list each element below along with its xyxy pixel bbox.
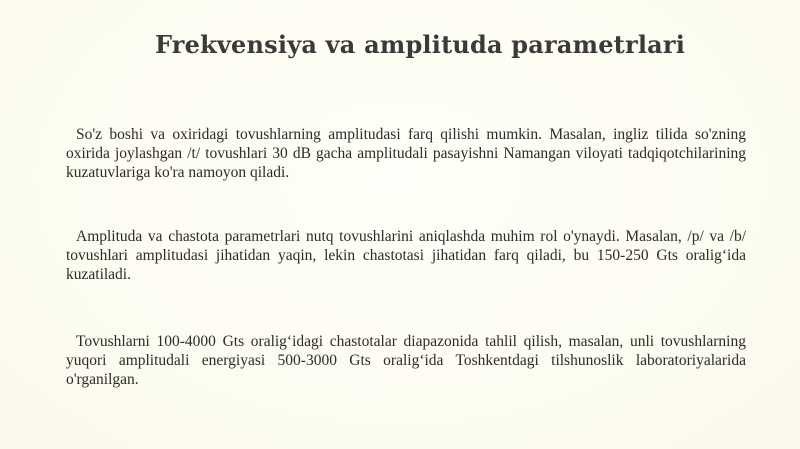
paragraph-3: Tovushlarni 100-4000 Gts oralig‘idagi chastotalar diapazonida tahlil qilish, masalan, unli tovushlarning yuqori amplitudali energiyasi 500-3000 Gts oralig‘ida Toshkentdagi tilshunoslik laboratoriyalarida o'rganilgan. xyxy=(66,333,746,388)
paragraph-2: Amplituda va chastota parametrlari nutq tovushlarini aniqlashda muhim rol o'ynaydi. Masalan, /p/ va /b/ tovushlari amplitudasi jihatidan yaqin, lekin chastotasi jihatidan farq qiladi, bu 150-250 Gts oralig‘ida kuzatiladi. xyxy=(66,228,746,283)
paragraph-1: So'z boshi va oxiridagi tovushlarning amplitudasi farq qilishi mumkin. Masalan, ingliz tilida so'zning oxirida joylashgan /t/ tovushlari 30 dB gacha amplitudali pasayishni Namangan viloyati tadqiqotchilarining kuzatuvlariga ko'ra namoyon qiladi. xyxy=(66,126,746,181)
slide-title: Frekvensiya va amplituda parametrlari xyxy=(154,30,686,59)
